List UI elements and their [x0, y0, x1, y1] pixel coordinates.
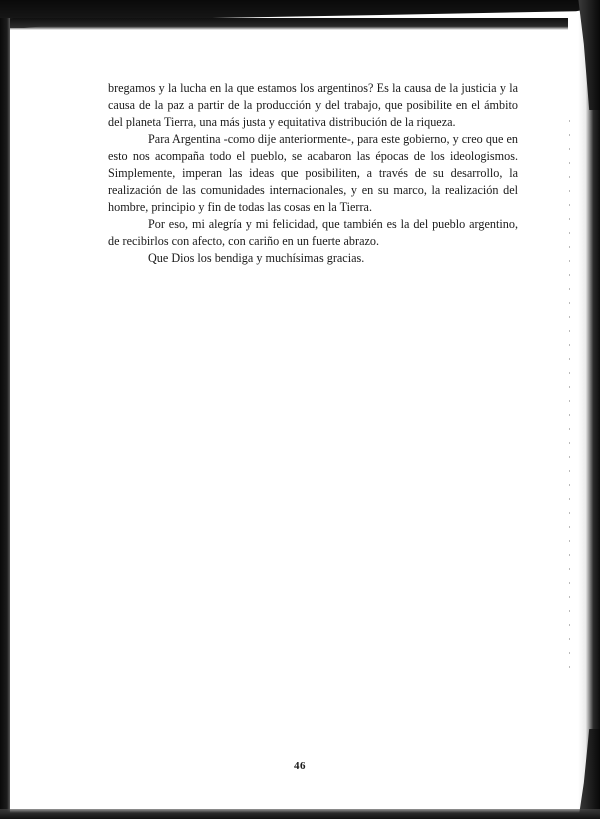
scan-speckles: [569, 120, 570, 680]
scan-edge-top-shadow: [8, 18, 568, 30]
scan-edge-right: [578, 0, 600, 819]
page-number: 46: [294, 760, 306, 772]
paragraph: Que Dios los bendiga y muchísimas gracias.: [148, 251, 365, 265]
paragraph: bregamos y la lucha en la que estamos los argentinos? Es la causa de la justicia y la causa de la paz a partir de la producción y del trabajo, que posibilite en el ámbito del planeta Tierra, una más justa y equitativa distribución de la riqueza.: [108, 81, 518, 129]
scan-edge-left: [0, 18, 10, 819]
scan-edge-bottom: [0, 809, 600, 819]
paragraph: Para Argentina -como dije anteriormente-, para este gobierno, y creo que en esto nos acompaña todo el pueblo, se acabaron las épocas de los ideologismos. Simplemente, imperan las ideas que posibiliten, a través de su desarrollo, la realización de las comunidades internacionales, y en su marco, la realización del hombre, principio y fin de todas las cosas en la Tierra.: [108, 132, 518, 214]
paragraph: Por eso, mi alegría y mi felicidad, que también es la del pueblo argentino, de recibirlos con afecto, con cariño en un fuerte abrazo.: [108, 217, 518, 248]
body-text: [108, 80, 518, 267]
